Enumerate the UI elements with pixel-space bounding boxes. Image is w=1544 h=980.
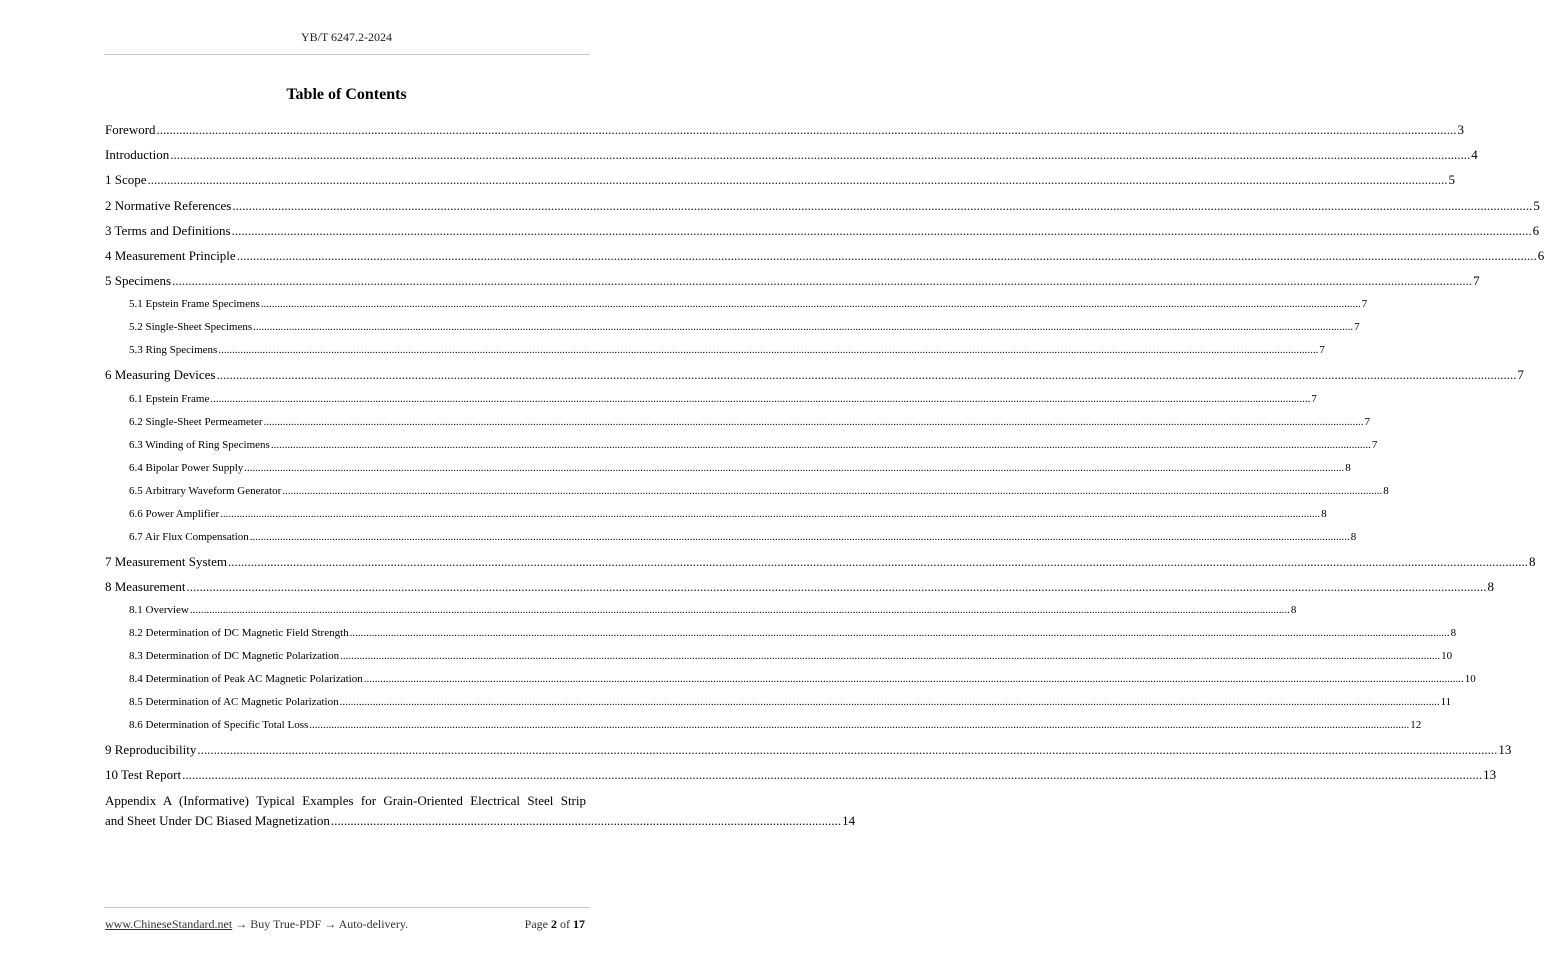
- toc-entry[interactable]: [105, 647, 1453, 670]
- toc-entry-label: 5 Specimens: [105, 273, 172, 289]
- toc-entry-page: 14: [842, 813, 856, 829]
- toc-entry[interactable]: [105, 764, 1497, 789]
- toc-entry[interactable]: [105, 295, 1368, 318]
- toc-entry-label: 8.3 Determination of DC Magnetic Polarization: [129, 649, 340, 662]
- toc-entry-page: 7: [1371, 438, 1378, 451]
- leader-dots: ................................................................................................................................................................................................................................................................................................................................................................................................................: [249, 530, 1350, 543]
- toc-entry-label: 5.1 Epstein Frame Specimens: [129, 298, 260, 311]
- toc-entry-label: 2 Normative References: [105, 197, 232, 213]
- toc-entry-page: 5: [1448, 172, 1456, 188]
- toc-entry-label: 9 Reproducibility: [105, 741, 197, 757]
- toc-entry[interactable]: [105, 551, 1536, 576]
- toc-entry-page: 8: [1290, 603, 1297, 616]
- toc-entry-page: 8: [1529, 553, 1536, 569]
- toc-entry[interactable]: [105, 270, 1480, 295]
- leader-dots: ................................................................................................................................................................................................................................................................................................................................................................................................................: [197, 741, 1498, 757]
- toc-entry-page: 8: [1487, 578, 1495, 594]
- toc-entry-page: 13: [1483, 767, 1497, 783]
- toc-entry[interactable]: [105, 459, 1351, 482]
- toc-entry[interactable]: [105, 144, 1478, 169]
- site-link[interactable]: www.ChineseStandard.net: [105, 917, 233, 931]
- toc-entry-label: 6.5 Arbitrary Waveform Generator: [129, 484, 282, 497]
- toc-entry[interactable]: [105, 245, 1544, 270]
- toc-entry-page: 5: [1533, 197, 1540, 213]
- toc-entry-label: 6.7 Air Flux Compensation: [129, 530, 249, 543]
- toc-entry-label: 6.1 Epstein Frame: [129, 392, 210, 405]
- toc-entry[interactable]: [105, 390, 1317, 413]
- toc-entry[interactable]: [105, 528, 1357, 551]
- leader-dots: ................................................................................................................................................................................................................................................................................................................................................................................................................: [309, 718, 1410, 731]
- leader-dots: ................................................................................................................................................................................................................................................................................................................................................................................................................: [172, 273, 1473, 289]
- toc-entry-page: 7: [1517, 367, 1524, 383]
- leader-dots: ................................................................................................................................................................................................................................................................................................................................................................................................................: [220, 507, 1321, 520]
- leader-dots: ................................................................................................................................................................................................................................................................................................................................................................................................................: [244, 461, 1345, 474]
- toc-entry[interactable]: [105, 318, 1360, 341]
- toc-entry-page: 7: [1354, 321, 1360, 334]
- leader-dots: ................................................................................................................................................................................................................................................................................................................................................................................................................: [282, 484, 1383, 497]
- toc-entry-label: 8.1 Overview: [129, 603, 189, 616]
- toc-entry-label: 8.4 Determination of Peak AC Magnetic Polarization: [129, 672, 363, 685]
- toc-entry-label: 8.5 Determination of AC Magnetic Polarization: [129, 695, 339, 708]
- table-of-contents: [105, 119, 1544, 831]
- toc-entry-label: 6.3 Winding of Ring Specimens: [129, 438, 270, 451]
- header-divider: [104, 54, 590, 55]
- toc-entry-page: 8: [1450, 626, 1457, 639]
- leader-dots: ................................................................................................................................................................................................................................................................................................................................................................................................................: [236, 247, 1537, 263]
- toc-entry-page: 7: [1311, 392, 1317, 405]
- toc-entry-page: 7: [1473, 273, 1480, 289]
- toc-entry[interactable]: [105, 716, 1422, 739]
- toc-entry[interactable]: [105, 739, 1512, 764]
- leader-dots: ................................................................................................................................................................................................................................................................................................................................................................................................................: [260, 298, 1361, 311]
- toc-entry[interactable]: [105, 220, 1540, 245]
- toc-entry[interactable]: [105, 693, 1452, 716]
- toc-entry-page: 8: [1345, 461, 1351, 474]
- toc-entry-page: 8: [1350, 530, 1357, 543]
- toc-entry-page: 7: [1364, 415, 1370, 428]
- toc-entry-page: 12: [1410, 718, 1422, 731]
- toc-entry-label: Introduction: [105, 147, 170, 163]
- leader-dots: ................................................................................................................................................................................................................................................................................................................................................................................................................: [186, 578, 1487, 594]
- toc-entry[interactable]: [105, 119, 1465, 144]
- page-title: Table of Contents: [286, 86, 407, 103]
- toc-entry-label: 6 Measuring Devices: [105, 367, 216, 383]
- toc-entry[interactable]: [105, 413, 1370, 436]
- toc-entry-page: 7: [1319, 344, 1325, 357]
- promo-text: → Buy True-PDF → Auto-delivery.: [232, 917, 409, 931]
- toc-entry[interactable]: [105, 482, 1389, 505]
- toc-entry[interactable]: [105, 505, 1327, 528]
- leader-dots: ................................................................................................................................................................................................................................................................................................................................................................................................................: [270, 438, 1371, 451]
- toc-entry[interactable]: [105, 436, 1378, 459]
- toc-entry-page: 8: [1383, 484, 1389, 497]
- toc-entry-label: Foreword: [105, 122, 156, 137]
- leader-dots: ................................................................................................................................................................................................................................................................................................................................................................................................................: [231, 222, 1532, 238]
- leader-dots: ................................................................................................................................................................................................................................................................................................................................................................................................................: [210, 392, 1311, 405]
- current-page: 2: [551, 917, 557, 931]
- leader-dots: ................................................................................................................................................................................................................................................................................................................................................................................................................: [340, 649, 1441, 662]
- leader-dots: ................................................................................................................................................................................................................................................................................................................................................................................................................: [363, 672, 1464, 685]
- leader-dots: ................................................................................................................................................................................................................................................................................................................................................................................................................: [339, 695, 1440, 708]
- leader-dots: ................................................................................................................................................................................................................................................................................................................................................................................................................: [263, 415, 1364, 428]
- toc-entry-label: 6.2 Single-Sheet Permeameter: [129, 415, 263, 428]
- toc-entry-label: 8.6 Determination of Specific Total Loss: [129, 718, 309, 731]
- toc-entry-page: 7: [1361, 298, 1368, 311]
- total-pages: 17: [573, 917, 585, 931]
- toc-entry-page: 11: [1440, 695, 1452, 708]
- toc-entry[interactable]: [105, 576, 1495, 601]
- toc-entry-page: 13: [1498, 741, 1512, 757]
- toc-entry-appendix-a[interactable]: [105, 791, 856, 831]
- toc-entry-label: 8 Measurement: [105, 578, 186, 594]
- leader-dots: ................................................................................................................................................................................................................................................................................................................................................................................................................: [228, 553, 1529, 569]
- leader-dots: ................................................................................................................................................................................................................................................................................................................................................................................................................: [189, 603, 1290, 616]
- page-indicator: Page 2 of 17: [524, 917, 585, 931]
- toc-entry[interactable]: [105, 624, 1457, 647]
- toc-entry-page: 10: [1464, 672, 1476, 685]
- toc-entry-label: 3 Terms and Definitions: [105, 222, 231, 238]
- leader-dots: ................................................................................................................................................................................................................................................................................................................................................................................................................: [232, 197, 1533, 213]
- toc-entry-label: Appendix A (Informative) Typical Examples for Grain-Oriented Electrical Steel Strip: [105, 793, 586, 809]
- toc-entry-page: 8: [1321, 507, 1327, 520]
- leader-dots: ................................................................................................................................................................................................................................................................................................................................................................................................................: [170, 147, 1471, 163]
- toc-entry-label: 10 Test Report: [105, 767, 182, 783]
- toc-entry-page: 3: [1457, 122, 1465, 137]
- toc-entry-label-continued: and Sheet Under DC Biased Magnetization: [105, 813, 330, 829]
- leader-dots: ................................................................................................................................................................................................................................................................................................................................................................................................................: [349, 626, 1450, 639]
- toc-entry-page: 6: [1532, 222, 1540, 238]
- toc-entry-label: 1 Scope: [105, 172, 147, 188]
- leader-dots: ................................................................................................................................................................................................................................................................................................................................................................................................................: [156, 122, 1457, 137]
- leader-dots: ................................................................................................................................................................................................................................................................................................................................................................................................................: [182, 767, 1483, 783]
- toc-entry-label: 6.4 Bipolar Power Supply: [129, 461, 244, 474]
- toc-entry[interactable]: [105, 341, 1325, 364]
- toc-entry-label: 6.6 Power Amplifier: [129, 507, 220, 520]
- toc-entry[interactable]: [105, 364, 1524, 389]
- leader-dots: ................................................................................................................................................................................................................................................................................................................................................................................................................: [216, 367, 1517, 383]
- leader-dots: ................................................................................................................................................................................................................................................................................................................................................................................................................: [218, 344, 1319, 357]
- toc-entry[interactable]: [105, 670, 1476, 693]
- footer-divider: [104, 907, 590, 908]
- running-header: YB/T 6247.2-2024: [300, 30, 393, 44]
- leader-dots: ................................................................................................................................................................................................................................................................................................................................................................................................................: [147, 172, 1448, 188]
- leader-dots: ................................................................................................................................................................................................................................................................................................................................................................................................................: [253, 321, 1354, 334]
- toc-entry-page: 4: [1471, 147, 1478, 163]
- leader-dots: .............................................................................................................................................................: [330, 813, 842, 829]
- toc-entry-page: 6: [1537, 247, 1544, 263]
- toc-entry-label: 5.2 Single-Sheet Specimens: [129, 321, 253, 334]
- toc-entry[interactable]: [105, 169, 1456, 194]
- toc-entry-label: 4 Measurement Principle: [105, 247, 236, 263]
- toc-entry-page: 10: [1441, 649, 1453, 662]
- toc-entry[interactable]: [105, 195, 1540, 220]
- toc-entry-label: 5.3 Ring Specimens: [129, 344, 218, 357]
- toc-entry[interactable]: [105, 601, 1297, 624]
- toc-entry-label: 7 Measurement System: [105, 553, 228, 569]
- toc-entry-label: 8.2 Determination of DC Magnetic Field Strength: [129, 626, 349, 639]
